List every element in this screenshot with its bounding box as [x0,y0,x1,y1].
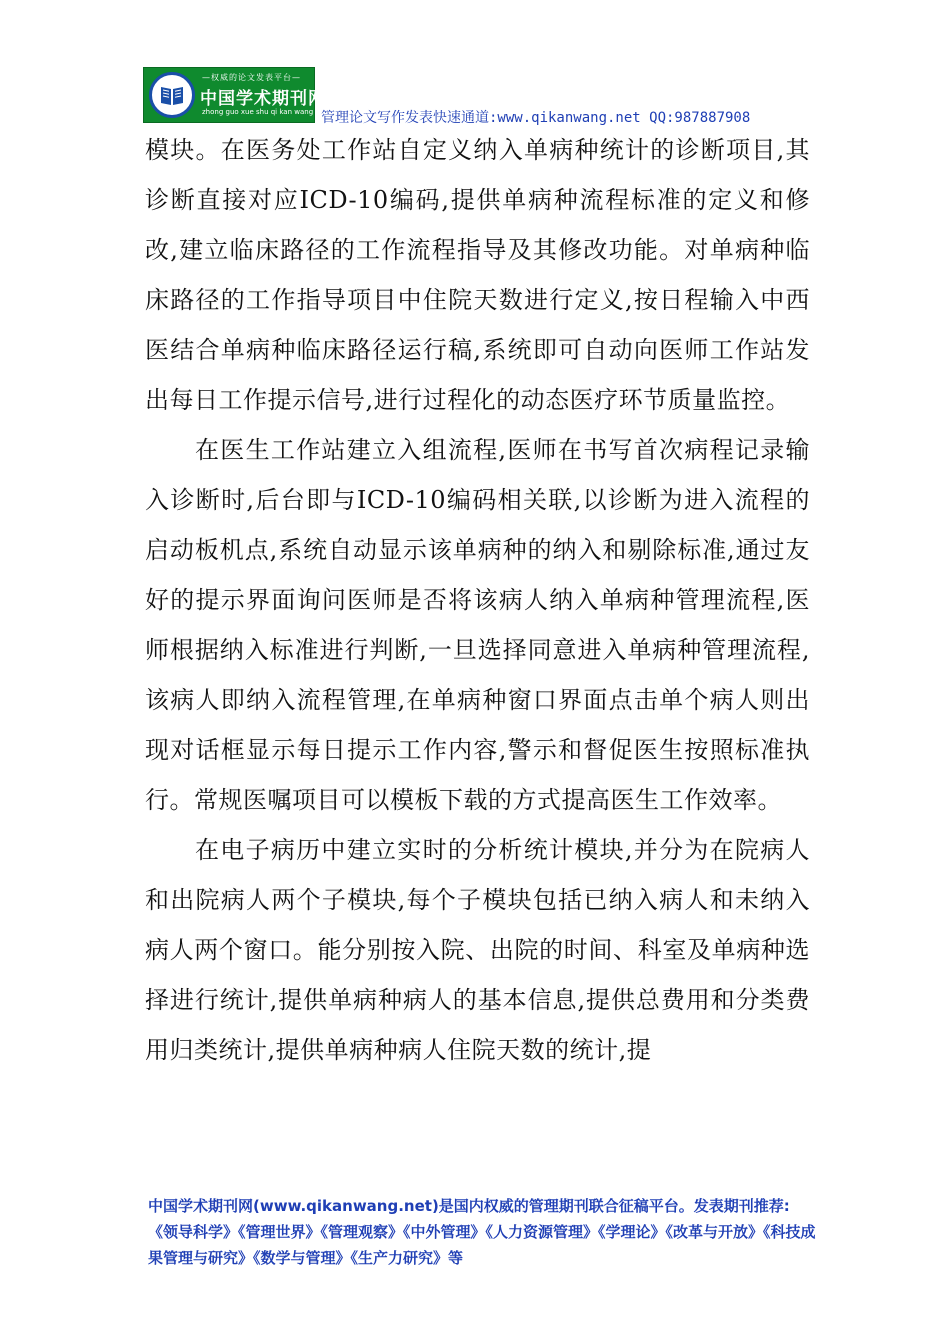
logo-pinyin: zhong guo xue shu qi kan wang [202,108,314,116]
logo-title: 中国学术期刊网 [200,89,326,109]
book-seal-icon [149,72,195,118]
footer-promo[interactable]: 中国学术期刊网(www.qikanwang.net)是国内权威的管理期刊联合征稿平台。发表期刊推荐:《领导科学》《管理世界》《管理观察》《中外管理》《人力资源管理》《学理论》《改革与开放》《科技成果管理与研究》《数学与管理》《生产力研究》等 [148,1197,816,1267]
article-body [145,125,810,1075]
page-header [143,67,823,125]
logo-tagline: —权威的论文发表平台— [202,73,301,82]
site-logo[interactable] [143,67,326,123]
paragraph-3: 在电子病历中建立实时的分析统计模块,并分为在院病人和出院病人两个子模块,每个子模块包括已纳入病人和未纳入病人两个窗口。能分别按入院、出院的时间、科室及单病种选择进行统计,提供单病种病人的基本信息,提供总费用和分类费用归类统计,提供单病种病人住院天数的统计,提 [145,836,810,1064]
paragraph-2: 在医生工作站建立入组流程,医师在书写首次病程记录输入诊断时,后台即与ICD-10编码相关联,以诊断为进入流程的启动板机点,系统自动显示该单病种的纳入和剔除标准,通过友好的提示界面询问医师是否将该病人纳入单病种管理流程,医师根据纳入标准进行判断,一旦选择同意进入单病种管理流程,该病人即纳入流程管理,在单病种窗口界面点击单个病人则出现对话框显示每日提示工作内容,警示和督促医生按照标准执行。常规医嘱项目可以模板下载的方式提高医生工作效率。 [145,436,810,814]
header-submission-link[interactable]: 管理论文写作发表快速通道:www.qikanwang.net QQ:987887908 [321,110,751,126]
paragraph-1: 模块。在医务处工作站自定义纳入单病种统计的诊断项目,其诊断直接对应ICD-10编码,提供单病种流程标准的定义和修改,建立临床路径的工作流程指导及其修改功能。对单病种临床路径的工作指导项目中住院天数进行定义,按日程输入中西医结合单病种临床路径运行稿,系统即可自动向医师工作站发出每日工作提示信号,进行过程化的动态医疗环节质量监控。 [145,136,810,414]
